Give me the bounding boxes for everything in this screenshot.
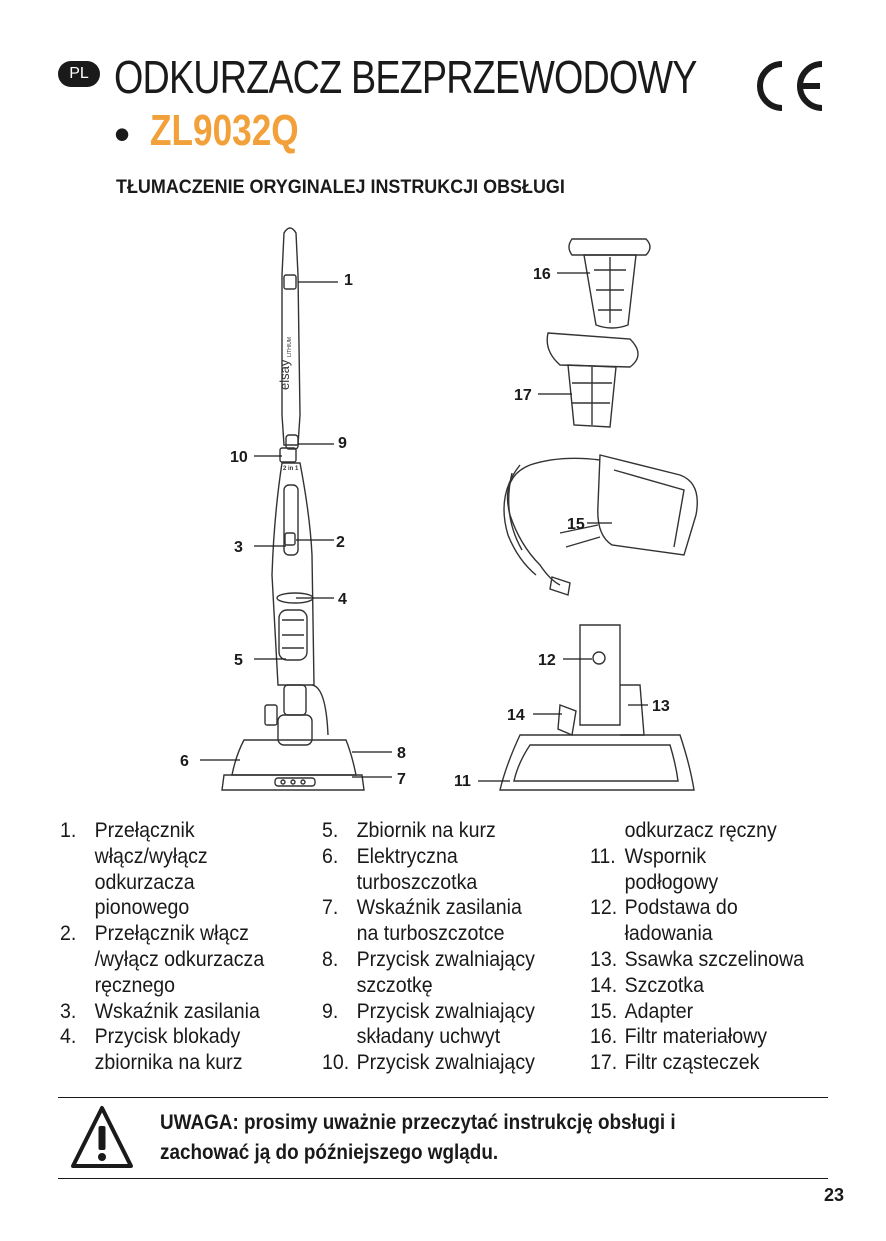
callout-15: 15 <box>567 516 585 533</box>
callout-9: 9 <box>338 435 347 452</box>
list-item: 3. Wskaźnik zasilania <box>60 998 260 1023</box>
lithium-label: LITHIUM <box>287 337 293 357</box>
callout-13: 13 <box>652 698 670 715</box>
list-item-line: ładowania <box>624 921 713 946</box>
callout-5: 5 <box>234 652 243 669</box>
callout-3: 3 <box>234 539 243 556</box>
list-item-line: turboszczotka <box>356 869 478 894</box>
twoinone-label: 2 in 1 <box>283 466 299 472</box>
warning-line-2: zachować ją do późniejszego wglądu. <box>160 1141 499 1164</box>
callout-14: 14 <box>507 707 525 724</box>
callout-8: 8 <box>397 745 406 762</box>
list-item: 4. Przycisk blokady <box>60 1024 241 1049</box>
warning-triangle-icon <box>70 1104 134 1170</box>
particle-filter-drawing <box>547 333 638 427</box>
divider <box>58 1097 828 1098</box>
page-number: 23 <box>824 1185 845 1205</box>
callout-7: 7 <box>397 771 406 788</box>
list-item: 13. Ssawka szczelinowa <box>590 946 805 971</box>
list-item: 1. Przełącznik <box>60 818 195 842</box>
list-item-line: ręcznego <box>94 972 176 997</box>
cloth-filter-drawing <box>569 239 650 328</box>
list-item: 10. Przycisk zwalniający <box>322 1050 535 1075</box>
divider <box>58 1178 828 1179</box>
callout-11: 11 <box>454 773 471 790</box>
callout-10: 10 <box>230 449 248 466</box>
list-item: 17. Filtr cząsteczek <box>590 1050 760 1075</box>
page-title: ODKURZACZ BEZPRZEWODOWY <box>114 51 697 103</box>
list-item: 8. Przycisk zwalniający <box>322 946 535 971</box>
model-number: ZL9032Q <box>150 106 299 155</box>
callout-6: 6 <box>180 753 189 770</box>
adapter-drawing <box>504 455 697 595</box>
list-item-line: na turboszczotce <box>356 921 505 946</box>
list-item-line: składany uchwyt <box>356 1024 501 1049</box>
list-item: 9. Przycisk zwalniający <box>322 998 535 1023</box>
list-item: 7. Wskaźnik zasilania <box>322 895 522 920</box>
list-item: 11. Wspornik <box>590 843 707 868</box>
list-item: 5. Zbiornik na kurz <box>322 818 496 842</box>
list-item: 12. Podstawa do <box>590 895 738 920</box>
list-item: 16. Filtr materiałowy <box>590 1024 767 1049</box>
parts-list-column-3 <box>590 818 825 1076</box>
callout-4: 4 <box>338 591 347 608</box>
list-item-line: podłogowy <box>624 869 719 894</box>
list-item-line: pionowego <box>94 895 190 920</box>
ce-mark-icon <box>748 58 828 114</box>
list-item: 14. Szczotka <box>590 972 704 997</box>
list-item-line: szczotkę <box>356 972 433 997</box>
list-item-line: odkurzacza <box>94 869 195 894</box>
warning-text <box>160 1108 676 1168</box>
product-diagram <box>0 215 886 805</box>
callout-2: 2 <box>336 534 345 551</box>
callout-16: 16 <box>533 266 551 283</box>
list-item: 2. Przełącznik włącz <box>60 921 249 946</box>
callout-1: 1 <box>344 272 353 289</box>
list-item-line: zbiornika na kurz <box>94 1050 243 1075</box>
list-item: 6. Elektryczna <box>322 843 458 868</box>
list-item-line: włącz/wyłącz <box>94 843 208 868</box>
language-badge: PL <box>58 61 100 87</box>
list-item: 15. Adapter <box>590 998 694 1023</box>
list-item-line: /wyłącz odkurzacza <box>94 946 265 971</box>
title-bullet: • <box>114 108 131 160</box>
callout-17: 17 <box>514 387 532 404</box>
parts-list-column-2 <box>322 818 556 1076</box>
warning-line-1: UWAGA: prosimy uważnie przeczytać instrukcję obsługi i <box>160 1111 676 1134</box>
subtitle: TŁUMACZENIE ORYGINALEJ INSTRUKCJI OBSŁUGI <box>116 176 565 198</box>
callout-12: 12 <box>538 652 556 669</box>
parts-list-column-1 <box>60 818 284 1076</box>
stick-vacuum-drawing <box>222 228 364 790</box>
list-item-line: odkurzacz ręczny <box>624 818 777 842</box>
brand-label: elsay <box>277 359 292 390</box>
